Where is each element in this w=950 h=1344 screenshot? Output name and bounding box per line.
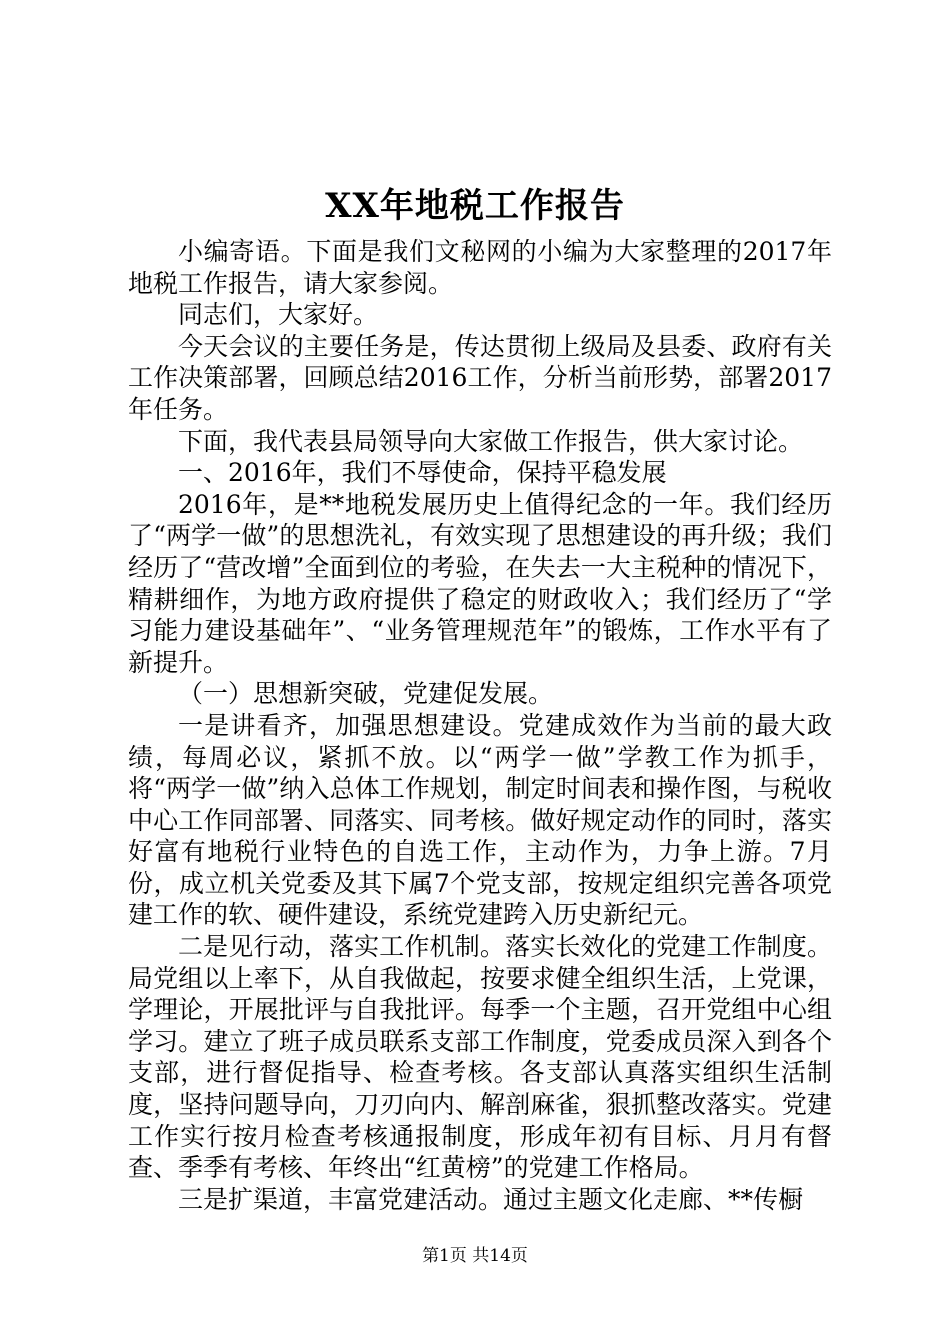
paragraph-report-intro: 下面，我代表县局领导向大家做工作报告，供大家讨论。: [178, 426, 804, 456]
section-heading-1: 一、2016年，我们不辱使命，保持平稳发展: [178, 458, 667, 488]
document-title: XX年地税工作报告: [325, 186, 625, 226]
paragraph-greeting: 同志们，大家好。: [178, 300, 379, 330]
subsection-heading-1: （一）思想新突破，党建促发展。: [178, 679, 554, 709]
paragraph-point-2: 二是见行动，落实工作机制。落实长效化的党建工作制度。局党组以上率下，从自我做起，按要求健全组织生活，上党课，学理论，开展批评与自我批评。每季一个主题，召开党组中心组学习。建立了班子成员联系支部工作制度，党委成员深入到各个支部，进行督促指导、检查考核。各支部认真落实组织生活制度，坚持问题导向，刀刃向内、解剖麻雀，狠抓整改落实。党建工作实行按月检查考核通报制度，形成年初有目标、月月有督查、季季有考核、年终出“红黄榜”的党建工作格局。: [128, 932, 832, 1183]
paragraph-point-1: 一是讲看齐，加强思想建设。党建成效作为当前的最大政绩，每周必议，紧抓不放。以“两学一做”学教工作为抓手，将“两学一做”纳入总体工作规划，制定时间表和操作图，与税收中心工作同部署、同落实、同考核。做好规定动作的同时，落实好富有地税行业特色的自选工作，主动作为，力争上游。7月份，成立机关党委及其下属7个党支部，按规定组织完善各项党建工作的软、硬件建设，系统党建跨入历史新纪元。: [128, 710, 832, 930]
paragraph-2016-summary: 2016年，是**地税发展历史上值得纪念的一年。我们经历了“两学一做”的思想洗礼，有效实现了思想建设的再升级；我们经历了“营改增”全面到位的考验，在失去一大主税种的情况下，精耕细作，为地方政府提供了稳定的财政收入；我们经历了“学习能力建设基础年”、“业务管理规范年”的锻炼，工作水平有了新提升。: [128, 489, 832, 677]
paragraph-intro: 小编寄语。下面是我们文秘网的小编为大家整理的2017年地税工作报告，请大家参阅。: [128, 237, 832, 298]
document-body: [128, 236, 832, 1215]
paragraph-meeting-tasks: 今天会议的主要任务是，传达贯彻上级局及县委、政府有关工作决策部署，回顾总结2016工作，分析当前形势，部署2017年任务。: [128, 331, 832, 424]
paragraph-point-3: 三是扩渠道，丰富党建活动。通过主题文化走廊、**传橱: [178, 1184, 804, 1214]
page-footer: 第1页 共14页: [422, 1246, 528, 1266]
